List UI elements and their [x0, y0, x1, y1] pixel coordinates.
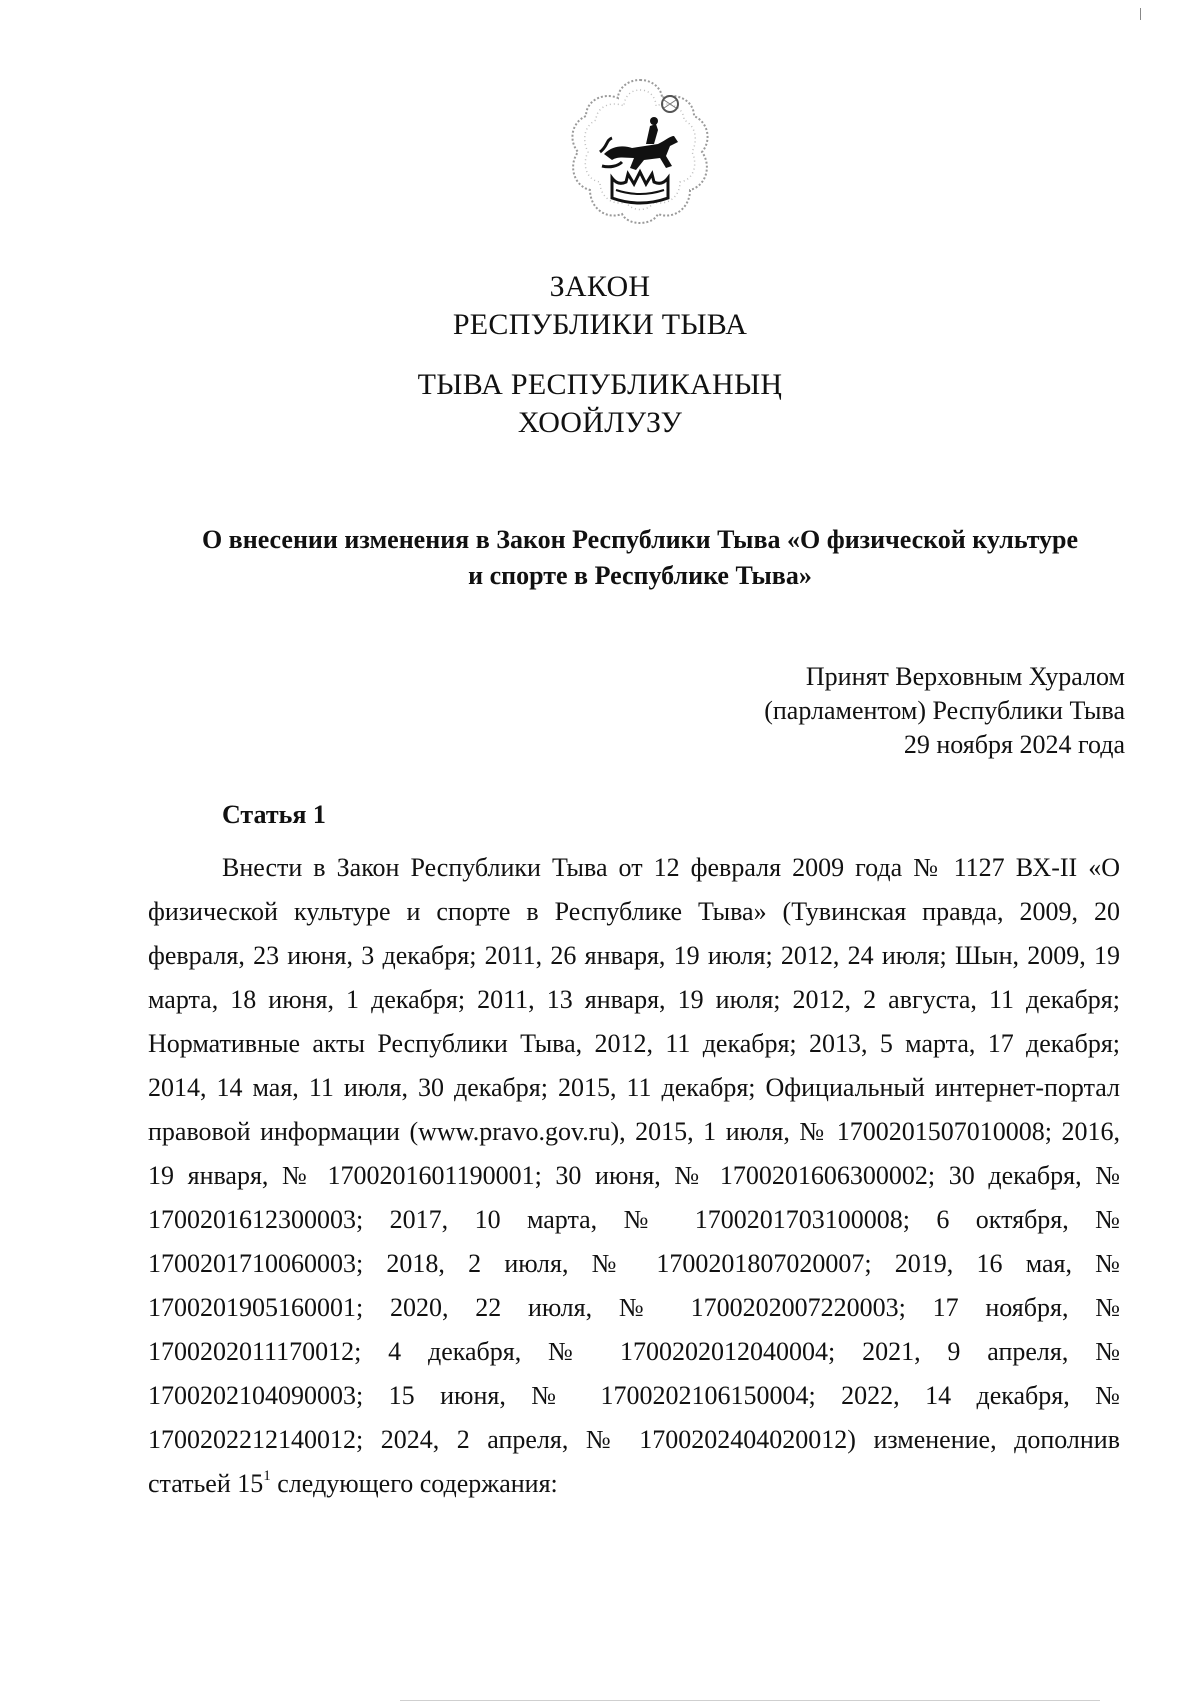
law-title-ru-line1: ЗАКОН: [549, 270, 651, 303]
law-title-ru: [0, 268, 1200, 344]
law-title-ru-line2: РЕСПУБЛИКИ ТЫВА: [452, 308, 748, 341]
article-number-superscript: 1: [263, 1468, 271, 1485]
law-subject-line1: О внесении изменения в Закон Республики Тыва «О физической культуре: [201, 525, 1079, 554]
scan-artifact: [1140, 8, 1141, 20]
law-title-tyv: [0, 366, 1200, 442]
law-subject-line2: и спорте в Республике Тыва»: [468, 561, 812, 590]
article-body-tail: следующего содержания:: [270, 1469, 558, 1498]
scan-artifact-bottom: [400, 1700, 1100, 1701]
adoption-line1: Принят Верховным Хуралом: [805, 662, 1125, 691]
adoption-line2: (парламентом) Республики Тыва: [764, 696, 1125, 725]
article-heading: Статья 1: [222, 800, 326, 829]
article-body-text: Внести в Закон Республики Тыва от 12 февраля 2009 года № 1127 ВХ-II «О физической культуре и спорте в Республике Тыва» (Тувинская правда, 2009, 20 февраля, 23 июня, 3 декабря; 2011, 26 января, 19 июля; 2012, 24 июля; Шын, 2009, 19 марта, 18 июня, 1 декабря; 2011, 13 января, 19 июля; 2012, 2 августа, 11 декабря; Нормативные акты Республики Тыва, 2012, 11 декабря; 2013, 5 марта, 17 декабря; 2014, 14 мая, 11 июля, 30 декабря; 2015, 11 декабря; Официальный интернет-портал правовой информации (www.pravo.gov.ru), 2015, 1 июля, № 1700201507010008; 2016, 19 января, № 1700201601190001; 30 июня, № 1700201606300002; 30 декабря, № 1700201612300003; 2017, 10 марта, № 1700201703100008; 6 октября, № 1700201710060003; 2018, 2 июля, № 1700201807020007; 2019, 16 мая, № 1700201905160001; 2020, 22 июля, № 1700202007220003; 17 ноября, № 1700202011170012; 4 декабря, № 1700202012040004; 2021, 9 апреля, № 1700202104090003; 15 июня, № 1700202106150004; 2022, 14 декабря, № 1700202212140012; 2024, 2 апреля, № 1700202404020012) изменение, дополнив статьей 15: [148, 853, 1120, 1498]
article-body: [148, 846, 1120, 1506]
coat-of-arms-icon: [566, 74, 714, 234]
law-title-tyv-line1: ТЫВА РЕСПУБЛИКАНЫҢ: [417, 368, 783, 401]
adoption-date: 29 ноября 2024 года: [903, 730, 1125, 759]
law-subject: [150, 522, 1130, 594]
law-title-tyv-line2: ХООЙЛУЗУ: [517, 406, 683, 439]
adoption-note: [525, 660, 1125, 762]
